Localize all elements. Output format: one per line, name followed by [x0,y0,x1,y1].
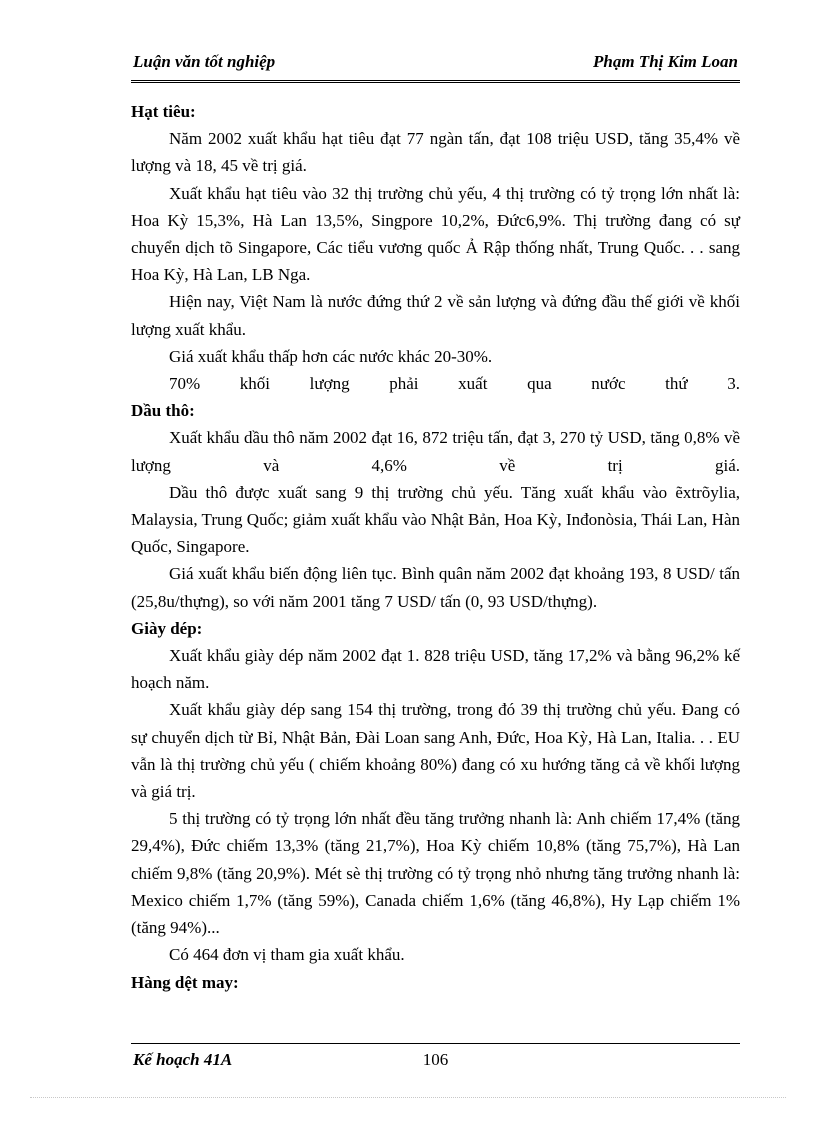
crude-oil-paragraph-1: Xuất khẩu dầu thô năm 2002 đạt 16, 872 triệu tấn, đạt 3, 270 tỷ USD, tăng 0,8% về lượng và 4,6% về trị giá. [131,428,740,475]
crude-oil-paragraph-3: Giá xuất khẩu biến động liên tục. Bình quân năm 2002 đạt khoảng 193, 8 USD/ tấn (25,8u/thựng), so với năm 2001 tăng 7 USD/ tấn (0, 93 USD/thựng). [131,564,740,611]
pepper-paragraph-2: Xuất khẩu hạt tiêu vào 32 thị trường chủ yếu, 4 thị trường có tỷ trọng lớn nhất là: Hoa Kỳ 15,3%, Hà Lan 13,5%, Singpore 10,2%, Đức6,9%. Thị trường đang có sự chuyển dịch tõ Singapore, Các tiểu vương quốc Ả Rập thống nhất, Trung Quốc. . . sang Hoa Kỳ, Hà Lan, LB Nga. [131,183,740,285]
footwear-paragraph-4: Có 464 đơn vị tham gia xuất khẩu. [169,945,405,965]
pepper-paragraph-1: Năm 2002 xuất khẩu hạt tiêu đạt 77 ngàn tấn, đạt 108 triệu USD, tăng 35,4% về lượng và 18, 45 về trị giá. [131,129,740,176]
header-author-name: Phạm Thị Kim Loan [593,52,738,71]
page-bottom-divider [30,1097,786,1098]
footwear-paragraph-1: Xuất khẩu giày dép năm 2002 đạt 1. 828 triệu USD, tăng 17,2% và bằng 96,2% kế hoạch năm. [131,646,740,693]
heading-crude-oil: Dầu thô: [131,401,195,421]
page-number: 106 [422,1050,449,1069]
pepper-paragraph-3: Hiện nay, Việt Nam là nước đứng thứ 2 về sản lượng và đứng đầu thế giới về khối lượng xuất khẩu. [131,292,740,339]
heading-footwear: Giày dép: [131,618,203,638]
page-header [131,50,740,83]
heading-pepper: Hạt tiêu: [131,102,196,121]
footwear-paragraph-3: 5 thị trường có tỷ trọng lớn nhất đều tăng trưởng nhanh là: Anh chiếm 17,4% (tăng 29,4%), Đức chiếm 13,3% (tăng 21,7%), Hoa Kỳ chiếm 10,8% (tăng 75,7%), Hà Lan chiếm 9,8% (tăng 20,9%). Mét sè thị trường có tỷ trọng nhỏ nhưng tăng trưởng nhanh là: Mexico chiếm 1,7% (tăng 59%), Canada chiếm 1,6% (tăng 46,8%), Hy Lạp chiếm 1% (tăng 94%)... [131,809,740,938]
footwear-paragraph-2: Xuất khẩu giày dép sang 154 thị trường, trong đó 39 thị trường chủ yếu. Đang có sự chuyển dịch từ Bỉ, Nhật Bản, Đài Loan sang Anh, Đức, Hoa Kỳ, Hà Lan, Italia. . . EU vẫn là thị trường chủ yếu ( chiếm khoảng 80%) đang có xu hướng tăng cả về khối lượng và giá trị. [131,700,740,802]
heading-textiles: Hàng dệt may: [131,972,239,992]
footer-class-name: Kế hoạch 41A [133,1050,233,1069]
page-body [131,98,740,996]
header-thesis-title: Luận văn tốt nghiệp [133,52,276,71]
pepper-paragraph-5: 70% khối lượng phải xuất qua nước thứ 3. [169,374,740,394]
pepper-paragraph-4: Giá xuất khẩu thấp hơn các nước khác 20-30%. [169,346,493,366]
crude-oil-paragraph-2: Dầu thô được xuất sang 9 thị trường chủ yếu. Tăng xuất khẩu vào ẽxtrõylia, Malaysia, Trung Quốc; giảm xuất khẩu vào Nhật Bản, Hoa Kỳ, Inđonòsia, Thái Lan, Hàn Quốc, Singapore. [131,482,740,557]
page-footer [131,1043,740,1074]
